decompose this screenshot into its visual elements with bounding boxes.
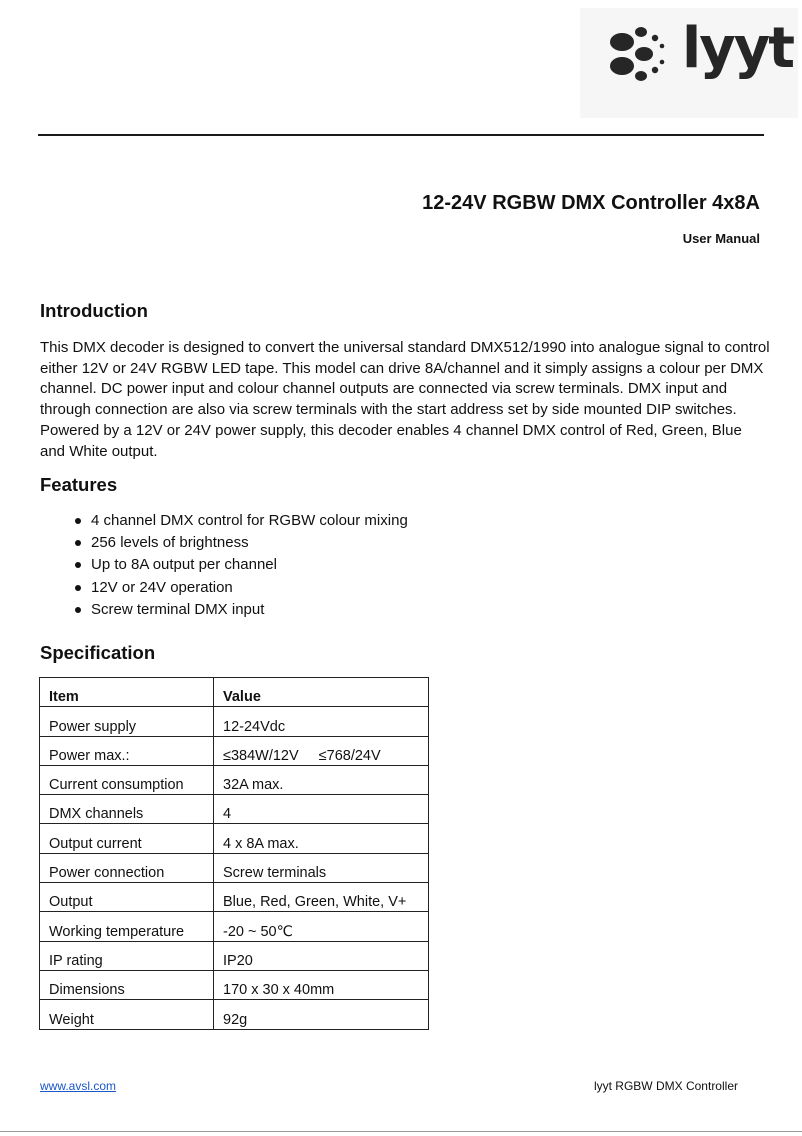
spec-value: 12-24Vdc <box>214 707 429 736</box>
feature-item <box>72 600 408 622</box>
spec-value: -20 ~ 50℃ <box>214 912 429 941</box>
feature-text: Screw terminal DMX input <box>91 600 265 618</box>
brand-wordmark: lyyt <box>682 16 793 81</box>
table-row <box>40 707 429 736</box>
feature-item <box>72 578 408 600</box>
website-link[interactable]: www.avsl.com <box>40 1079 117 1093</box>
document-subtitle: User Manual <box>682 231 760 246</box>
features-heading: Features <box>40 474 118 495</box>
spec-value: Blue, Red, Green, White, V+ <box>214 883 429 912</box>
brand-logo <box>580 8 798 118</box>
spec-item: Working temperature <box>40 912 214 941</box>
specification-heading: Specification <box>40 642 156 663</box>
feature-text: 4 channel DMX control for RGBW colour mixing <box>91 512 408 529</box>
features-list <box>72 511 408 622</box>
spec-item: DMX channels <box>40 795 214 824</box>
bullet-icon <box>75 585 81 591</box>
feature-item <box>72 533 408 555</box>
footer-divider <box>0 1131 802 1132</box>
spec-item: Power max.: <box>40 736 214 765</box>
spec-value: 32A max. <box>214 765 429 794</box>
spec-value: 170 x 30 x 40mm <box>214 970 429 999</box>
header-divider <box>38 134 764 136</box>
table-row <box>40 765 429 794</box>
spec-value <box>214 736 429 765</box>
spec-value: IP20 <box>214 941 429 970</box>
feature-text: Up to 8A output per channel <box>91 556 277 574</box>
footer-document-name: lyyt RGBW DMX Controller <box>593 1079 738 1093</box>
table-row <box>40 941 429 970</box>
document-title: 12-24V RGBW DMX Controller 4x8A <box>422 192 760 214</box>
table-row <box>40 970 429 999</box>
bullet-icon <box>75 607 81 613</box>
table-row <box>40 824 429 853</box>
bullet-icon <box>75 540 81 546</box>
spec-item: IP rating <box>40 941 214 970</box>
spec-value: 4 <box>214 795 429 824</box>
spec-value: 4 x 8A max. <box>214 824 429 853</box>
table-row <box>40 853 429 882</box>
spec-item: Current consumption <box>40 765 214 794</box>
spec-item: Power connection <box>40 853 214 882</box>
table-row <box>40 736 429 765</box>
introduction-text: This DMX decoder is designed to convert the universal standard DMX512/1990 into analogue signal to control either 12V or 24V RGBW LED tape. This model can drive 8A/channel and it simply assigns a colour per DMX channel. DC power input and colour channel outputs are connected via screw terminals. DMX input and through connection are also via screw terminals with the start address set by side mounted DIP switches. Powered by a 12V or 24V power supply, this decoder enables 4 channel DMX control of Red, Green, Blue and White output. <box>40 339 770 460</box>
feature-text: 12V or 24V operation <box>91 578 233 596</box>
spec-item: Power supply <box>40 707 214 736</box>
spec-item: Output <box>40 883 214 912</box>
spec-value-12v: ≤384W/12V <box>223 747 299 764</box>
bullet-icon <box>75 518 81 524</box>
spec-value: Screw terminals <box>214 853 429 882</box>
table-row <box>40 883 429 912</box>
table-row <box>40 912 429 941</box>
table-row <box>40 1000 429 1029</box>
spec-value: 92g <box>214 1000 429 1029</box>
feature-item <box>72 555 408 577</box>
introduction-heading: Introduction <box>40 300 148 321</box>
feature-item <box>72 511 408 533</box>
spec-item: Dimensions <box>40 970 214 999</box>
spec-item: Weight <box>40 1000 214 1029</box>
table-row <box>40 795 429 824</box>
lyyt-logo-mark-icon <box>608 22 678 86</box>
table-header-row <box>40 678 429 707</box>
specification-table <box>39 677 429 1030</box>
spec-value-24v: ≤768/24V <box>318 747 381 764</box>
bullet-icon <box>75 562 81 568</box>
column-header-value: Value <box>214 678 429 707</box>
feature-text: 256 levels of brightness <box>91 534 249 552</box>
column-header-item: Item <box>40 678 214 707</box>
spec-item: Output current <box>40 824 214 853</box>
